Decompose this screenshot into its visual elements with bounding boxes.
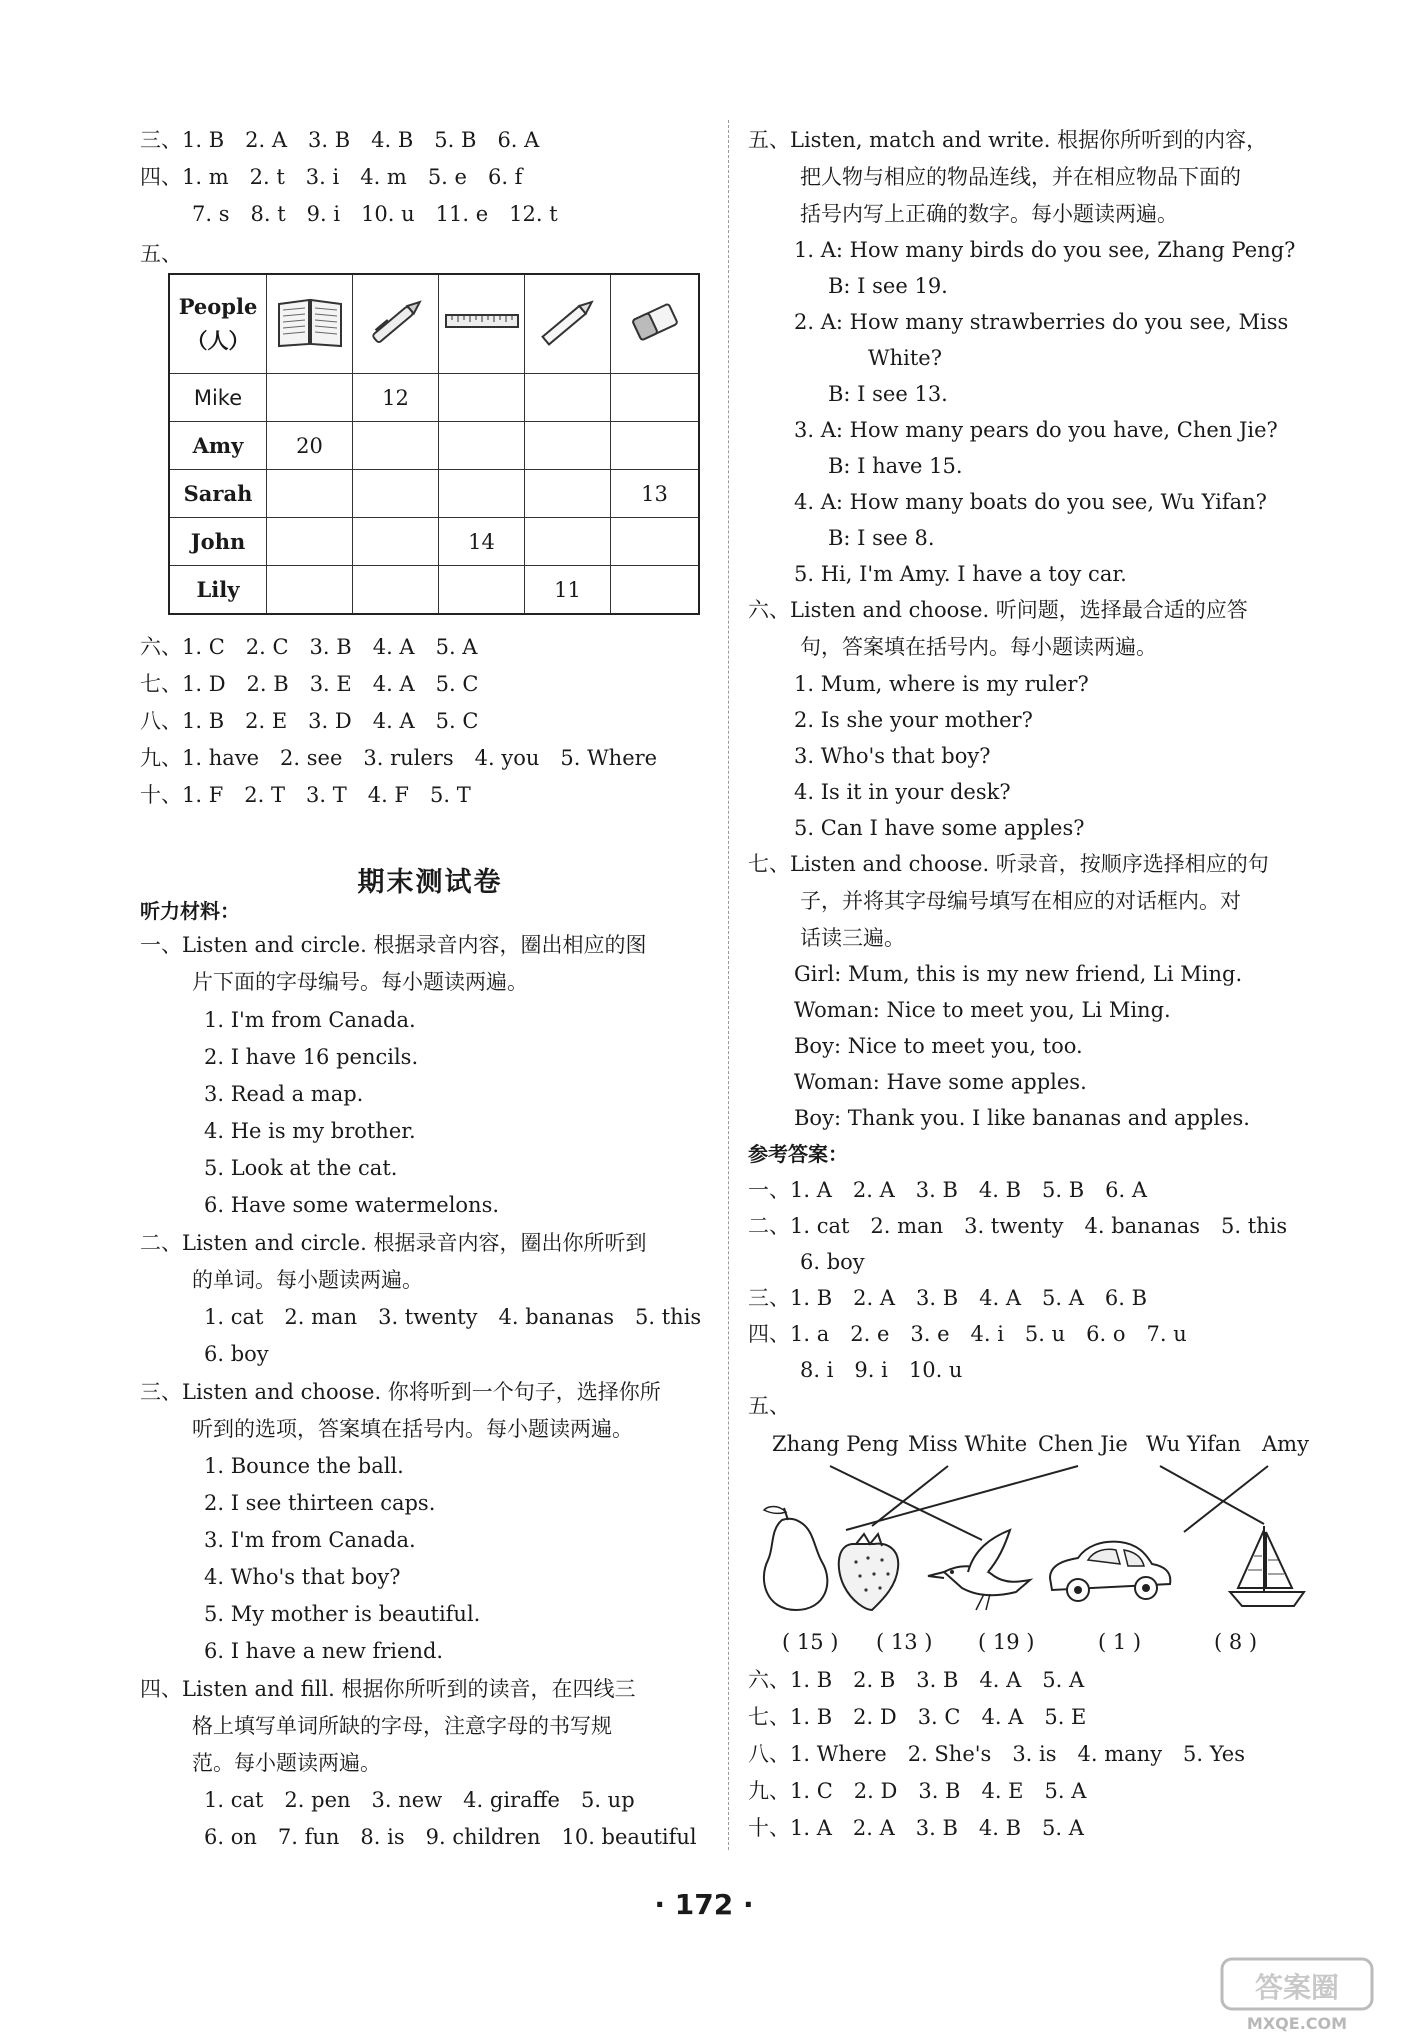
watermark-logo — [1218, 1955, 1378, 2035]
table-cell: 13 — [611, 470, 700, 518]
match-name: Amy — [1262, 1432, 1309, 1456]
table-cell — [611, 374, 700, 422]
table-cell — [353, 518, 439, 566]
section-5-heading: 五、Listen, match and write. 根据你所听到的内容， — [748, 128, 1268, 152]
table-cell: 14 — [439, 518, 525, 566]
listening-label: 听力材料： — [140, 899, 240, 923]
answer-section-9: 九、1. C 2. D 3. B 4. E 5. A — [748, 1779, 1087, 1803]
table-cell: 12 — [353, 374, 439, 422]
list-item: 2. Is she your mother? — [794, 708, 1033, 732]
table-cell — [353, 422, 439, 470]
section-7-heading-cont: 子，并将其字母编号填写在相应的对话框内。对 — [800, 889, 1241, 913]
answer-section-1: 一、1. A 2. A 3. B 4. B 5. B 6. A — [748, 1178, 1148, 1202]
answer-section-6: 六、1. B 2. B 3. B 4. A 5. A — [748, 1668, 1085, 1692]
table-cell — [439, 422, 525, 470]
row-name: John — [169, 518, 267, 566]
table-cell — [439, 566, 525, 615]
dialog-line: B: I have 15. — [828, 454, 963, 478]
header-people-cn: （人） — [186, 328, 250, 353]
people-items-table — [168, 273, 700, 615]
table-cell — [525, 470, 611, 518]
list-item: 5. Can I have some apples? — [794, 816, 1085, 840]
watermark-text: MXQE.COM — [1246, 2014, 1348, 2033]
table-cell — [525, 374, 611, 422]
list-item: 1. Bounce the ball. — [204, 1454, 404, 1478]
dialog-line: Boy: Thank you. I like bananas and apples. — [794, 1106, 1250, 1130]
dialog-line: 5. Hi, I'm Amy. I have a toy car. — [794, 562, 1127, 586]
ruler-icon — [439, 274, 525, 374]
table-row — [169, 374, 699, 422]
dialog-line: 3. A: How many pears do you have, Chen Jie? — [794, 418, 1278, 442]
list-item: 4. He is my brother. — [204, 1119, 416, 1143]
svg-text:答案圈: 答案圈 — [1254, 1971, 1340, 2004]
section-1-heading-cont: 片下面的字母编号。每小题读两遍。 — [192, 970, 528, 994]
dialog-line: Girl: Mum, this is my new friend, Li Ming. — [794, 962, 1243, 986]
pencil-icon — [525, 274, 611, 374]
exam-title: 期末测试卷 — [357, 867, 503, 898]
list-item: 4. Is it in your desk? — [794, 780, 1011, 804]
dialog-line: 1. A: How many birds do you see, Zhang Peng? — [794, 238, 1296, 262]
match-answer: ( 8 ) — [1214, 1630, 1258, 1654]
row-name: Mike — [169, 374, 267, 422]
table-cell — [439, 374, 525, 422]
section-5-heading-cont2: 括号内写上正确的数字。每小题读两遍。 — [800, 202, 1178, 226]
table-cell — [267, 470, 353, 518]
bird-icon — [928, 1530, 1030, 1610]
answer-section-10: 十、1. F 2. T 3. T 4. F 5. T — [140, 783, 471, 807]
match-name: Miss White — [908, 1432, 1028, 1456]
answer-section-6: 六、1. C 2. C 3. B 4. A 5. A — [140, 635, 478, 659]
eraser-icon — [611, 274, 700, 374]
table-row — [169, 470, 699, 518]
match-answer: ( 13 ) — [876, 1630, 933, 1654]
toy-car-icon — [1050, 1542, 1170, 1601]
table-cell — [611, 518, 700, 566]
strawberry-icon — [839, 1534, 898, 1610]
answer-section-3: 三、1. B 2. A 3. B 4. B 5. B 6. A — [140, 128, 540, 152]
table-row — [169, 422, 699, 470]
pear-icon — [764, 1507, 827, 1611]
dialog-line: Woman: Have some apples. — [794, 1070, 1087, 1094]
answer-section-2-cont: 6. boy — [800, 1250, 865, 1274]
table-cell: 11 — [525, 566, 611, 615]
table-row — [169, 518, 699, 566]
match-name: Wu Yifan — [1146, 1432, 1241, 1456]
answer-section-4-cont: 7. s 8. t 9. i 10. u 11. e 12. t — [192, 202, 558, 226]
table-cell — [267, 566, 353, 615]
list-item: 6. Have some watermelons. — [204, 1193, 500, 1217]
list-item: 2. I see thirteen caps. — [204, 1491, 436, 1515]
list-item: 3. Read a map. — [204, 1082, 364, 1106]
book-icon — [267, 274, 353, 374]
list-item: 3. I'm from Canada. — [204, 1528, 416, 1552]
answer-section-10: 十、1. A 2. A 3. B 4. B 5. A — [748, 1816, 1084, 1840]
answer-section-5-label: 五、 — [748, 1394, 790, 1418]
match-name: Chen Jie — [1038, 1432, 1128, 1456]
header-people: People — [178, 294, 258, 319]
answer-section-9: 九、1. have 2. see 3. rulers 4. you 5. Where — [140, 746, 658, 770]
page-number: · 172 · — [654, 1888, 754, 1921]
section-2-heading: 二、Listen and circle. 根据录音内容，圈出你所听到 — [140, 1231, 647, 1255]
section-3-heading: 三、Listen and choose. 你将听到一个句子，选择你所 — [140, 1380, 661, 1404]
dialog-line: B: I see 8. — [828, 526, 935, 550]
list-item: 2. I have 16 pencils. — [204, 1045, 419, 1069]
section-4-heading-cont2: 范。每小题读两遍。 — [192, 1751, 381, 1775]
table-cell — [525, 518, 611, 566]
match-answer: ( 1 ) — [1098, 1630, 1142, 1654]
section-2-words-cont: 6. boy — [204, 1342, 269, 1366]
answer-section-5-label: 五、 — [140, 242, 182, 266]
section-2-words: 1. cat 2. man 3. twenty 4. bananas 5. this — [204, 1305, 702, 1329]
table-cell — [439, 470, 525, 518]
row-name: Lily — [169, 566, 267, 615]
answer-section-4: 四、1. a 2. e 3. e 4. i 5. u 6. o 7. u — [748, 1322, 1187, 1346]
section-4-words-cont: 6. on 7. fun 8. is 9. children 10. beautiful — [204, 1825, 697, 1849]
section-1-heading: 一、Listen and circle. 根据录音内容，圈出相应的图 — [140, 933, 647, 957]
table-cell — [611, 422, 700, 470]
list-item: 1. I'm from Canada. — [204, 1008, 416, 1032]
match-lines — [748, 1460, 1338, 1630]
section-4-heading: 四、Listen and fill. 根据你所听到的读音，在四线三 — [140, 1677, 636, 1701]
section-2-heading-cont: 的单词。每小题读两遍。 — [192, 1268, 423, 1292]
answer-section-2: 二、1. cat 2. man 3. twenty 4. bananas 5. this — [748, 1214, 1288, 1238]
answer-section-4: 四、1. m 2. t 3. i 4. m 5. e 6. f — [140, 165, 523, 189]
section-6-heading-cont: 句，答案填在括号内。每小题读两遍。 — [800, 635, 1157, 659]
section-4-words: 1. cat 2. pen 3. new 4. giraffe 5. up — [204, 1788, 635, 1812]
table-cell — [525, 422, 611, 470]
table-row — [169, 566, 699, 615]
column-divider — [728, 120, 729, 1850]
list-item: 4. Who's that boy? — [204, 1565, 401, 1589]
list-item: 5. My mother is beautiful. — [204, 1602, 481, 1626]
answer-section-3: 三、1. B 2. A 3. B 4. A 5. A 6. B — [748, 1286, 1148, 1310]
match-name: Zhang Peng — [772, 1432, 899, 1456]
table-cell — [353, 470, 439, 518]
dialog-line: B: I see 13. — [828, 382, 948, 406]
list-item: 6. I have a new friend. — [204, 1639, 444, 1663]
row-name: Amy — [169, 422, 267, 470]
answers-label: 参考答案： — [748, 1142, 848, 1166]
answer-section-7: 七、1. B 2. D 3. C 4. A 5. E — [748, 1705, 1087, 1729]
table-cell — [267, 374, 353, 422]
table-cell — [611, 566, 700, 615]
dialog-line: White? — [868, 346, 942, 370]
section-5-heading-cont: 把人物与相应的物品连线，并在相应物品下面的 — [800, 165, 1241, 189]
header-people-cell — [169, 274, 267, 374]
dialog-line: Boy: Nice to meet you, too. — [794, 1034, 1083, 1058]
list-item: 3. Who's that boy? — [794, 744, 991, 768]
answer-section-8: 八、1. B 2. E 3. D 4. A 5. C — [140, 709, 479, 733]
table-cell — [353, 566, 439, 615]
table-cell — [267, 518, 353, 566]
table-cell: 20 — [267, 422, 353, 470]
section-7-heading: 七、Listen and choose. 听录音，按顺序选择相应的句 — [748, 852, 1269, 876]
section-3-heading-cont: 听到的选项，答案填在括号内。每小题读两遍。 — [192, 1417, 633, 1441]
dialog-line: B: I see 19. — [828, 274, 948, 298]
list-item: 1. Mum, where is my ruler? — [794, 672, 1089, 696]
answer-section-7: 七、1. D 2. B 3. E 4. A 5. C — [140, 672, 479, 696]
match-answer: ( 19 ) — [978, 1630, 1035, 1654]
section-4-heading-cont: 格上填写单词所缺的字母，注意字母的书写规 — [192, 1714, 612, 1738]
answer-section-4-cont: 8. i 9. i 10. u — [800, 1358, 963, 1382]
pen-icon — [353, 274, 439, 374]
section-6-heading: 六、Listen and choose. 听问题，选择最合适的应答 — [748, 598, 1248, 622]
dialog-line: 4. A: How many boats do you see, Wu Yifan? — [794, 490, 1267, 514]
match-answer: ( 15 ) — [782, 1630, 839, 1654]
section-7-heading-cont2: 话读三遍。 — [800, 926, 905, 950]
answer-section-8: 八、1. Where 2. She's 3. is 4. many 5. Yes — [748, 1742, 1246, 1766]
list-item: 5. Look at the cat. — [204, 1156, 398, 1180]
dialog-line: Woman: Nice to meet you, Li Ming. — [794, 998, 1171, 1022]
dialog-line: 2. A: How many strawberries do you see, Miss — [794, 310, 1289, 334]
row-name: Sarah — [169, 470, 267, 518]
boat-icon — [1230, 1526, 1304, 1606]
